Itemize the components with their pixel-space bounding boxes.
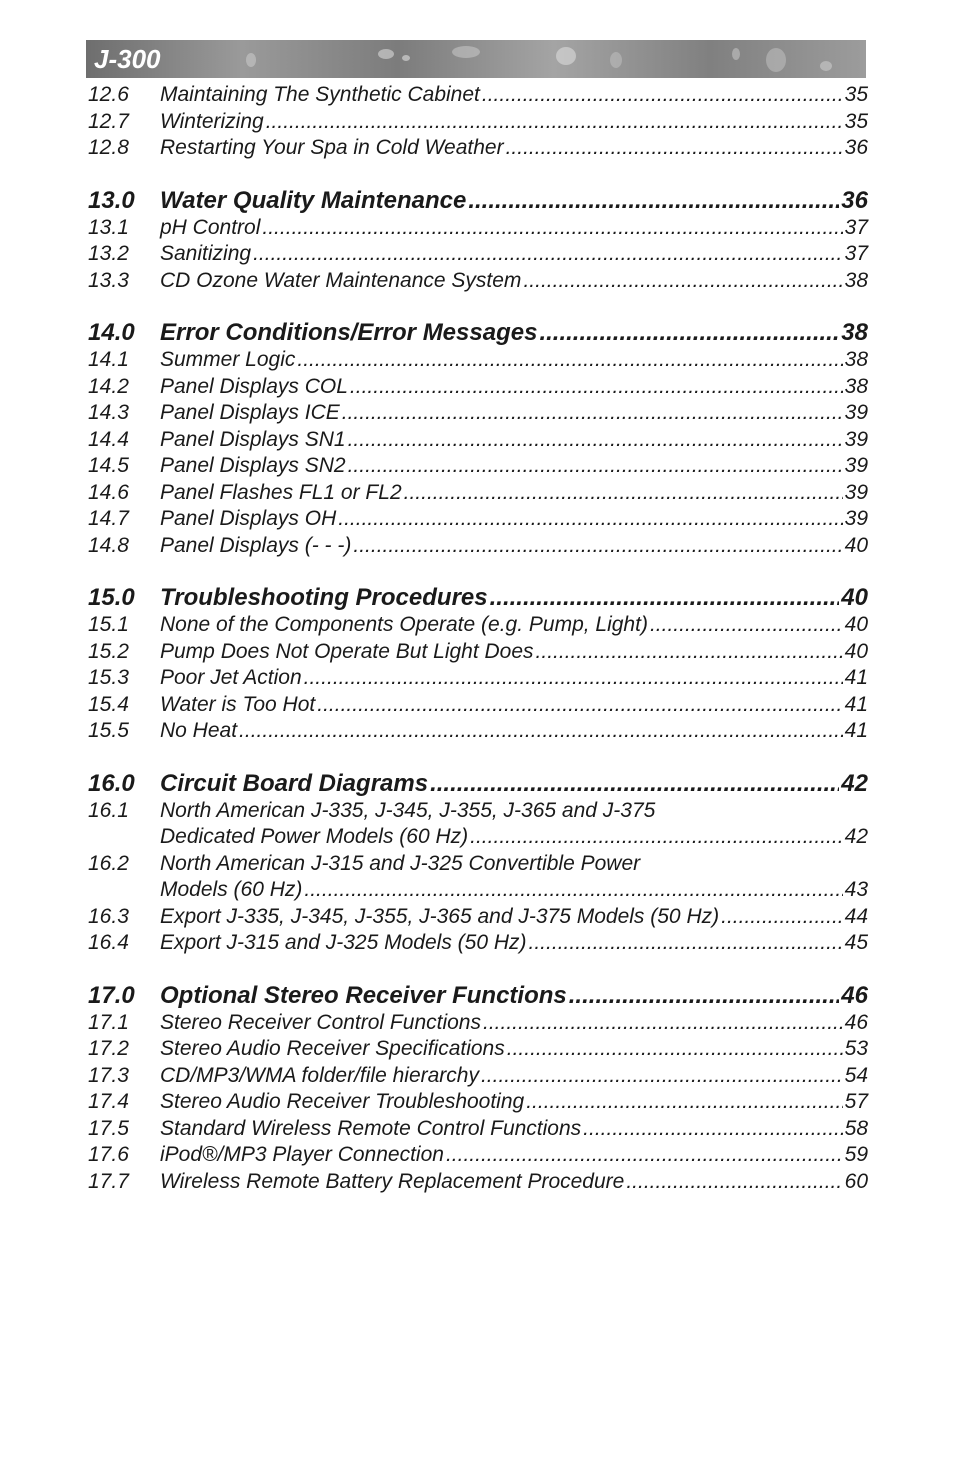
toc-entry-page-number: 39 bbox=[844, 480, 868, 504]
toc-entry-number: 12.7 bbox=[88, 109, 129, 133]
toc-entry-number: 13.2 bbox=[88, 242, 129, 265]
toc-entry-number: 17.5 bbox=[88, 1116, 129, 1140]
dot-leader bbox=[490, 584, 840, 612]
toc-entry bbox=[88, 718, 868, 745]
toc-entry-number: 17.1 bbox=[88, 1010, 129, 1034]
toc-entry bbox=[88, 453, 868, 480]
toc-entry-number: 15.2 bbox=[88, 639, 129, 663]
toc-entry-title: Stereo Audio Receiver Specifications bbox=[160, 1037, 505, 1060]
toc-entry-title: Maintaining The Synthetic Cabinet bbox=[160, 83, 480, 106]
toc-entry bbox=[88, 268, 868, 295]
toc-entry-title: Troubleshooting Procedures bbox=[160, 584, 488, 611]
toc-entry bbox=[88, 427, 868, 454]
toc-entry-number: 17.6 bbox=[88, 1143, 129, 1166]
toc-entry-title: Stereo Receiver Control Functions bbox=[160, 1010, 481, 1034]
dot-leader bbox=[239, 718, 843, 745]
toc-entry bbox=[88, 851, 868, 878]
toc-entry-page-number: 38 bbox=[844, 374, 868, 398]
toc-entry-title: Panel Displays OH bbox=[160, 507, 337, 530]
toc-entry bbox=[88, 639, 868, 666]
toc-entry bbox=[88, 904, 868, 931]
toc-entry-number: 15.0 bbox=[88, 584, 135, 611]
toc-entry-page-number: 45 bbox=[844, 931, 868, 954]
toc-entry-title: Panel Flashes FL1 or FL2 bbox=[160, 480, 402, 504]
dot-leader bbox=[317, 692, 842, 719]
dot-leader bbox=[468, 187, 839, 215]
manual-model-title: J-300 bbox=[94, 44, 161, 74]
dot-leader bbox=[721, 904, 843, 931]
toc-entry-title: Winterizing bbox=[160, 109, 264, 133]
toc-entry-number: 14.7 bbox=[88, 507, 129, 530]
toc-entry-title: No Heat bbox=[160, 719, 238, 742]
toc-entry bbox=[88, 612, 868, 639]
water-drops-decoration bbox=[86, 40, 866, 78]
toc-entry-page-number: 43 bbox=[844, 878, 868, 901]
toc-entry bbox=[88, 877, 868, 904]
toc-entry-page-number: 36 bbox=[844, 136, 868, 159]
toc-entry-title: North American J-335, J-345, J-355, J-365 and J-375 bbox=[160, 798, 656, 822]
dot-leader bbox=[539, 319, 839, 347]
toc-entry-title: Panel Displays (- - -) bbox=[160, 533, 352, 557]
toc-entry-page-number: 58 bbox=[844, 1116, 868, 1140]
toc-entry bbox=[88, 109, 868, 136]
toc-entry-page-number: 54 bbox=[844, 1063, 868, 1087]
toc-entry-number: 14.4 bbox=[88, 427, 129, 451]
toc-entry-page-number: 59 bbox=[844, 1143, 868, 1166]
dot-leader bbox=[583, 1116, 842, 1143]
toc-entry-number: 13.0 bbox=[88, 186, 135, 214]
toc-entry-number: 14.0 bbox=[88, 319, 135, 346]
toc-entry-title: CD/MP3/WMA folder/file hierarchy bbox=[160, 1063, 479, 1087]
toc-entry bbox=[88, 692, 868, 719]
dot-leader bbox=[262, 215, 842, 242]
toc-entry bbox=[88, 215, 868, 242]
toc-entry-title: iPod®/MP3 Player Connection bbox=[160, 1143, 444, 1166]
toc-entry-title: Stereo Audio Receiver Troubleshooting bbox=[160, 1090, 525, 1113]
toc-entry bbox=[88, 347, 868, 374]
toc-entry-number: 12.8 bbox=[88, 136, 129, 159]
toc-entry-number: 17.4 bbox=[88, 1090, 129, 1113]
toc-entry-page-number: 46 bbox=[844, 1010, 868, 1034]
toc-entry-number: 14.2 bbox=[88, 374, 129, 398]
toc-entry-number: 14.6 bbox=[88, 480, 129, 504]
toc-entry-number: 16.2 bbox=[88, 851, 129, 875]
toc-entry-page-number: 44 bbox=[844, 904, 868, 928]
toc-entry-number: 16.4 bbox=[88, 931, 129, 954]
dot-leader bbox=[626, 1169, 842, 1196]
toc-entry-page-number: 35 bbox=[844, 83, 868, 106]
toc-entry-number: 15.5 bbox=[88, 719, 129, 742]
dot-leader bbox=[297, 347, 842, 374]
toc-entry-page-number: 38 bbox=[844, 268, 868, 292]
toc-entry-page-number: 38 bbox=[844, 348, 868, 371]
toc-entry-title: Panel Displays SN2 bbox=[160, 454, 346, 477]
toc-entry-number: 14.5 bbox=[88, 454, 129, 477]
toc-entry bbox=[88, 82, 868, 109]
toc-entry-page-number: 60 bbox=[844, 1169, 868, 1193]
toc-entry-page-number: 46 bbox=[841, 981, 868, 1009]
toc-section-heading bbox=[88, 770, 868, 798]
dot-leader bbox=[304, 877, 842, 904]
toc-entry-title: Panel Displays ICE bbox=[160, 401, 340, 424]
toc-entry-number: 17.0 bbox=[88, 981, 135, 1009]
dot-leader bbox=[348, 453, 843, 480]
toc-entry-title: Panel Displays COL bbox=[160, 374, 348, 398]
dot-leader bbox=[253, 241, 843, 268]
toc-entry bbox=[88, 135, 868, 162]
dot-leader bbox=[526, 1089, 842, 1116]
toc-entry-page-number: 41 bbox=[844, 719, 868, 742]
dot-leader bbox=[523, 268, 842, 295]
toc-entry bbox=[88, 1010, 868, 1037]
toc-entry-page-number: 53 bbox=[844, 1037, 868, 1060]
toc-entry bbox=[88, 1142, 868, 1169]
toc-entry bbox=[88, 533, 868, 560]
toc-entry bbox=[88, 241, 868, 268]
toc-entry-number: 17.3 bbox=[88, 1063, 129, 1087]
toc-entry-page-number: 38 bbox=[841, 319, 868, 346]
toc-entry-number: 16.1 bbox=[88, 798, 129, 822]
toc-entry-page-number: 37 bbox=[844, 242, 868, 265]
toc-entry-number: 16.0 bbox=[88, 769, 135, 797]
toc-entry-page-number: 35 bbox=[844, 109, 868, 133]
toc-entry-page-number: 40 bbox=[844, 639, 868, 663]
toc-entry-title: Water is Too Hot bbox=[160, 692, 316, 716]
toc-entry-title: Export J-335, J-345, J-355, J-365 and J-375 Models (50 Hz) bbox=[160, 904, 720, 928]
toc-entry-title: Export J-315 and J-325 Models (50 Hz) bbox=[160, 931, 527, 954]
toc-entry-title: Error Conditions/Error Messages bbox=[160, 319, 538, 346]
toc-entry-page-number: 57 bbox=[844, 1090, 868, 1113]
toc-entry-number: 15.1 bbox=[88, 613, 129, 636]
toc-section-heading bbox=[88, 982, 868, 1010]
dot-leader bbox=[650, 612, 843, 639]
dot-leader bbox=[266, 109, 843, 136]
dot-leader bbox=[342, 400, 843, 427]
toc-section-heading bbox=[88, 584, 868, 612]
dot-leader bbox=[446, 1142, 843, 1169]
toc-entry-title: Panel Displays SN1 bbox=[160, 427, 346, 451]
toc-entry-page-number: 36 bbox=[841, 186, 868, 214]
dot-leader bbox=[529, 930, 843, 957]
toc-entry-page-number: 39 bbox=[844, 454, 868, 477]
dot-leader bbox=[470, 824, 843, 851]
toc-entry-page-number: 41 bbox=[844, 692, 868, 716]
toc-entry-page-number: 42 bbox=[841, 769, 868, 797]
toc-entry-title: CD Ozone Water Maintenance System bbox=[160, 268, 522, 292]
toc-entry bbox=[88, 1089, 868, 1116]
dot-leader bbox=[507, 1036, 843, 1063]
toc-entry bbox=[88, 1063, 868, 1090]
toc-entry bbox=[88, 374, 868, 401]
toc-entry-number: 17.2 bbox=[88, 1037, 129, 1060]
dot-leader bbox=[569, 982, 840, 1010]
toc-entry-title: Poor Jet Action bbox=[160, 666, 302, 689]
toc-entry-page-number: 41 bbox=[844, 666, 868, 689]
dot-leader bbox=[482, 82, 843, 109]
dot-leader bbox=[348, 427, 843, 454]
dot-leader bbox=[536, 639, 843, 666]
toc-entry-number: 15.4 bbox=[88, 692, 129, 716]
toc-entry-title: Sanitizing bbox=[160, 242, 252, 265]
toc-entry bbox=[88, 930, 868, 957]
toc-entry-title: Water Quality Maintenance bbox=[160, 186, 467, 214]
toc-entry-number: 13.3 bbox=[88, 268, 129, 292]
toc-entry-title: Models (60 Hz) bbox=[160, 878, 303, 901]
toc-entry-number: 12.6 bbox=[88, 83, 129, 106]
toc-entry bbox=[88, 1036, 868, 1063]
toc-section-heading bbox=[88, 319, 868, 347]
toc-entry-title: Wireless Remote Battery Replacement Procedure bbox=[160, 1169, 625, 1193]
toc-entry bbox=[88, 665, 868, 692]
toc-entry bbox=[88, 1116, 868, 1143]
dot-leader bbox=[338, 506, 842, 533]
toc-entry-title: Pump Does Not Operate But Light Does bbox=[160, 639, 534, 663]
toc-entry-title: Dedicated Power Models (60 Hz) bbox=[160, 825, 469, 848]
dot-leader bbox=[404, 480, 843, 507]
toc-entry-number: 17.7 bbox=[88, 1169, 129, 1193]
toc-entry-page-number: 39 bbox=[844, 401, 868, 424]
toc-entry-title: Summer Logic bbox=[160, 348, 296, 371]
toc-entry-number: 14.1 bbox=[88, 348, 129, 371]
toc-entry-title: Circuit Board Diagrams bbox=[160, 769, 429, 797]
toc-entry-page-number: 42 bbox=[844, 825, 868, 848]
page-header-banner bbox=[86, 40, 866, 78]
toc-entry-number: 15.3 bbox=[88, 666, 129, 689]
toc-entry-title: North American J-315 and J-325 Convertible Power bbox=[160, 851, 641, 875]
dot-leader bbox=[481, 1063, 843, 1090]
toc-entry-number: 13.1 bbox=[88, 215, 129, 239]
toc-entry bbox=[88, 506, 868, 533]
dot-leader bbox=[304, 665, 843, 692]
toc-entry bbox=[88, 798, 868, 825]
table-of-contents bbox=[88, 82, 868, 1195]
toc-section-heading bbox=[88, 187, 868, 215]
toc-entry-page-number: 40 bbox=[844, 613, 868, 636]
toc-entry-page-number: 40 bbox=[841, 584, 868, 611]
toc-entry-title: Restarting Your Spa in Cold Weather bbox=[160, 136, 504, 159]
toc-entry-page-number: 39 bbox=[844, 507, 868, 530]
toc-entry-number: 16.3 bbox=[88, 904, 129, 928]
toc-entry-number: 14.3 bbox=[88, 401, 129, 424]
dot-leader bbox=[483, 1010, 843, 1037]
dot-leader bbox=[350, 374, 843, 401]
toc-entry-number: 14.8 bbox=[88, 533, 129, 557]
toc-entry-title: pH Control bbox=[160, 215, 261, 239]
toc-entry-title: Optional Stereo Receiver Functions bbox=[160, 981, 567, 1009]
dot-leader bbox=[430, 770, 839, 798]
toc-entry-page-number: 37 bbox=[844, 215, 868, 239]
toc-entry-page-number: 39 bbox=[844, 427, 868, 451]
toc-entry bbox=[88, 480, 868, 507]
dot-leader bbox=[353, 533, 842, 560]
toc-entry-title: Standard Wireless Remote Control Functions bbox=[160, 1116, 582, 1140]
toc-entry-title: None of the Components Operate (e.g. Pump, Light) bbox=[160, 613, 648, 636]
toc-entry bbox=[88, 1169, 868, 1196]
dot-leader bbox=[506, 135, 843, 162]
toc-entry bbox=[88, 824, 868, 851]
toc-entry bbox=[88, 400, 868, 427]
toc-entry-page-number: 40 bbox=[844, 533, 868, 557]
